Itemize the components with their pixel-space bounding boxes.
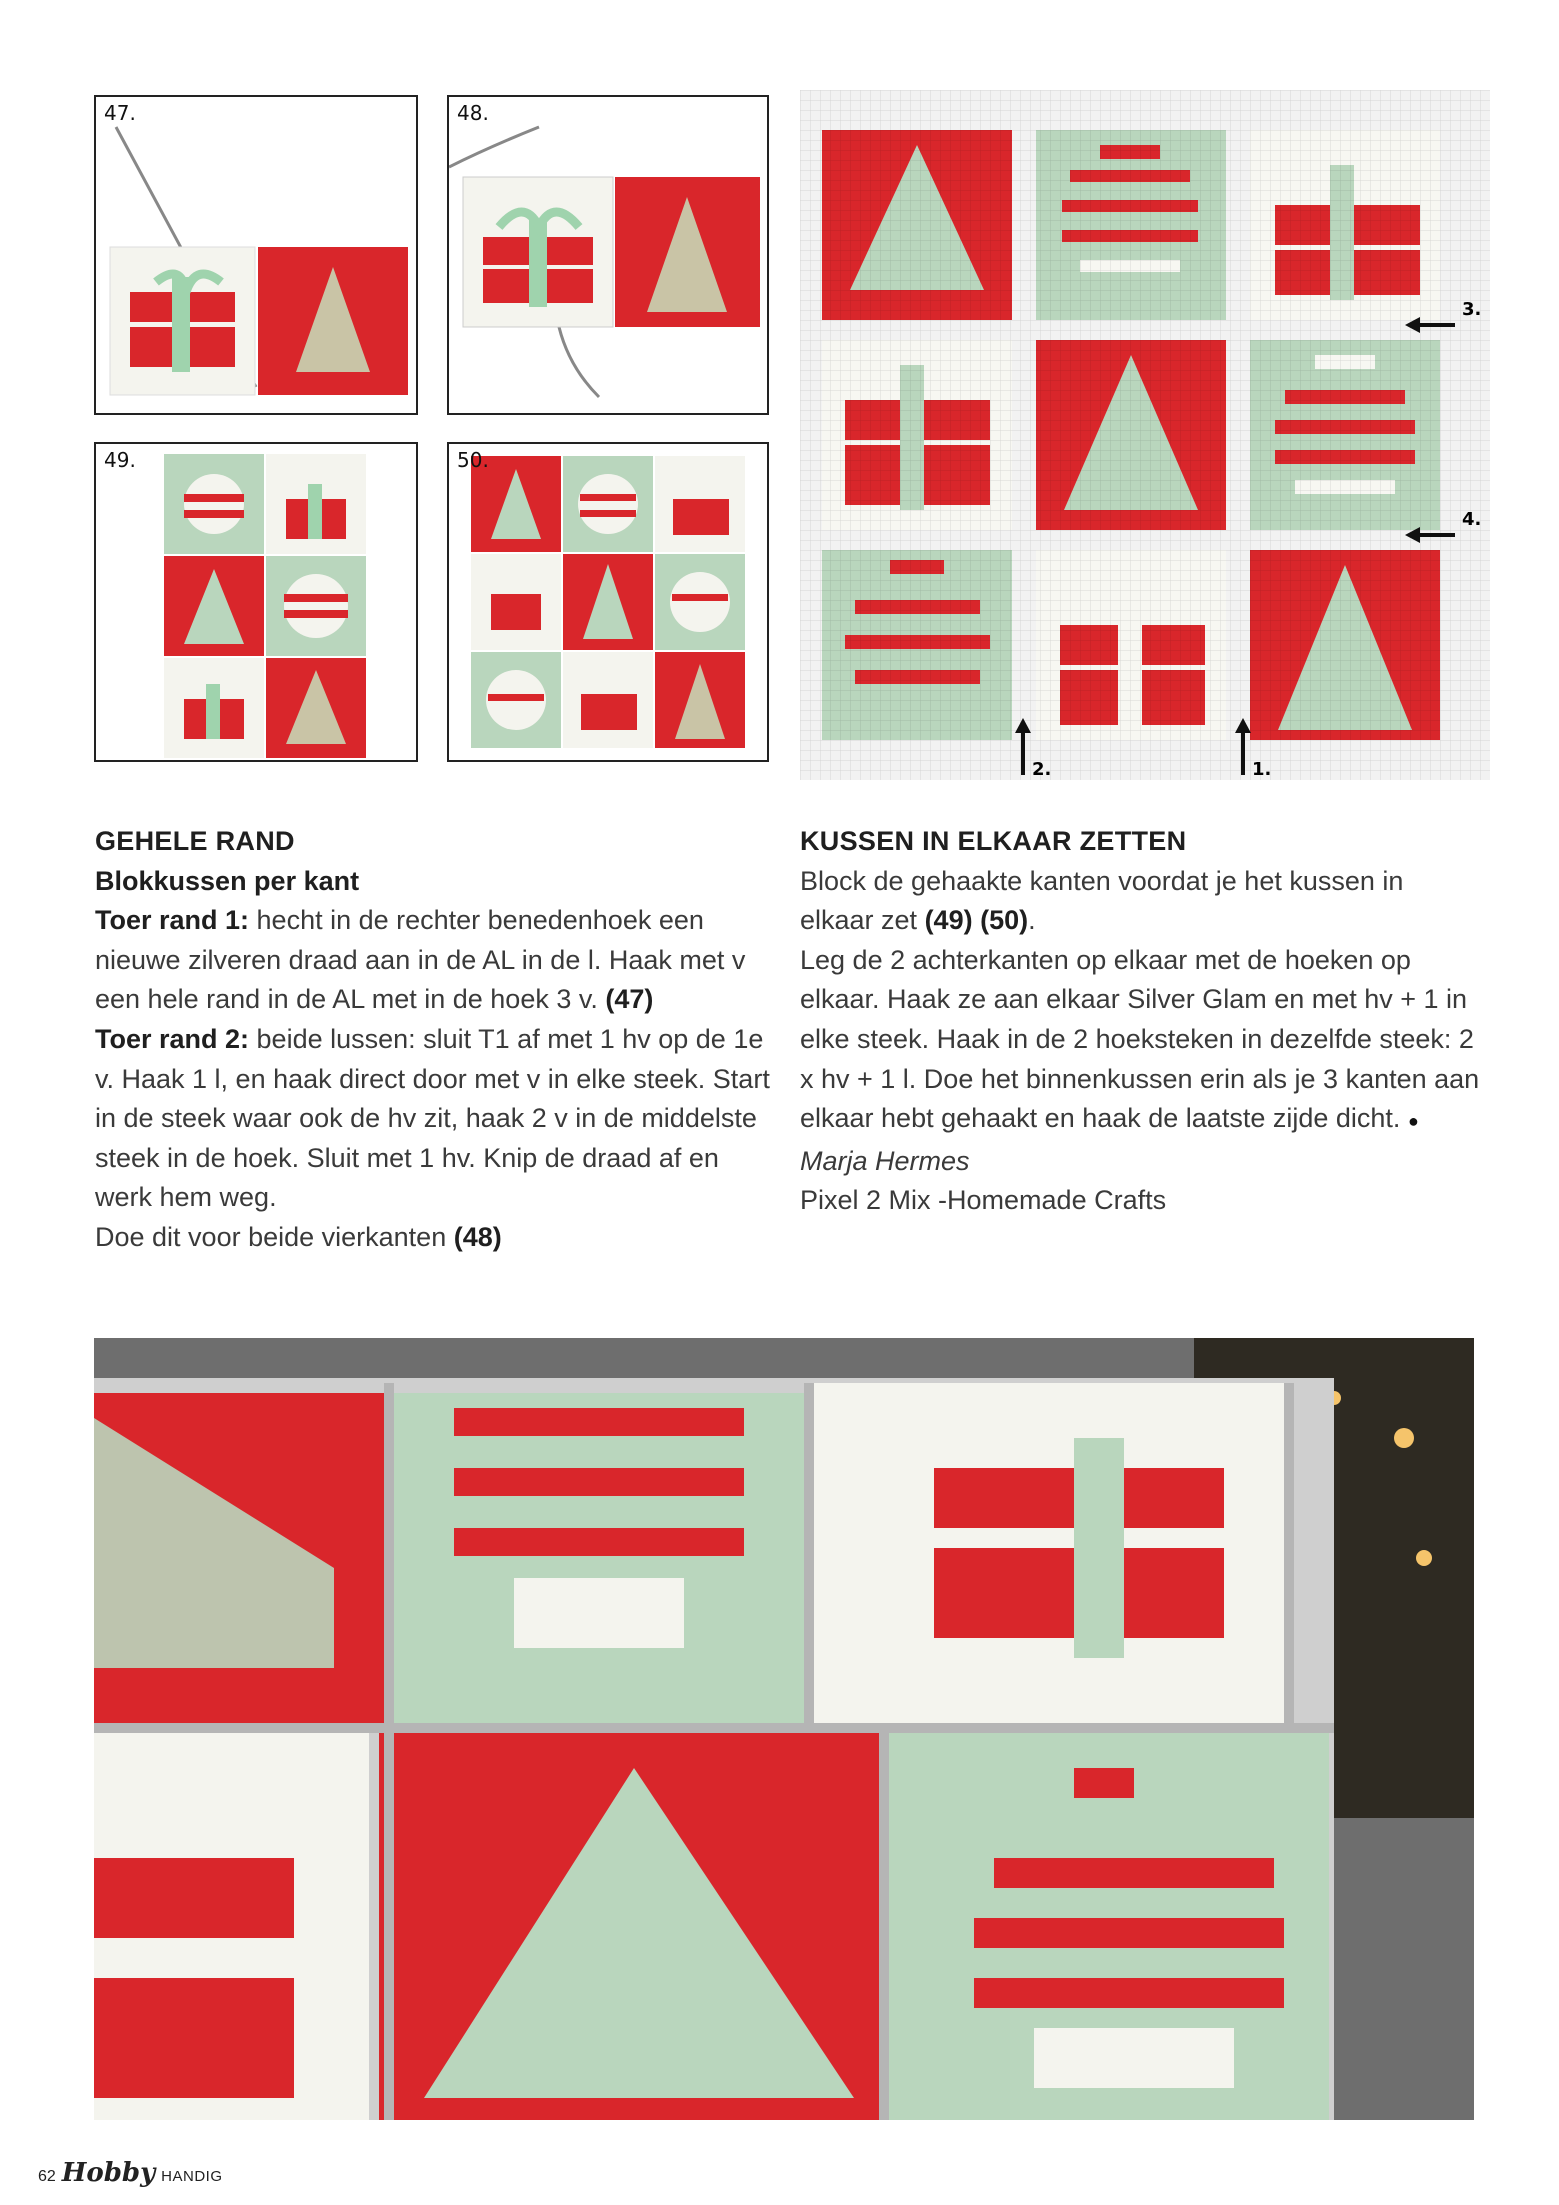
page-number: 62 bbox=[38, 2168, 56, 2185]
step-label: Toer rand 1: bbox=[95, 905, 250, 936]
figure-ref: (48) bbox=[453, 1221, 502, 1252]
photo-number: 47. bbox=[104, 101, 136, 125]
photo-number: 48. bbox=[457, 101, 489, 125]
figure-ref: (49) (50) bbox=[924, 905, 1029, 936]
instruction-paragraph bbox=[95, 901, 775, 1020]
step-text: Leg de 2 achterkanten op elkaar met de hoeken op elkaar. Haak ze aan elkaar Silver Glam en met hv + 1 in elke steek. Haak in de 2 hoeksteken in dezelfde steek: 2 x hv + 1 l. Doe het binnenkussen erin als je 3 kanten aan elkaar hebt gehaakt en haak de laatste zijde dicht. bbox=[800, 944, 1480, 1134]
photo-step-50 bbox=[447, 442, 769, 762]
end-bullet: ● bbox=[1407, 1111, 1419, 1132]
right-column bbox=[800, 822, 1480, 1221]
photo-number: 50. bbox=[457, 448, 489, 472]
source: Pixel 2 Mix -Homemade Crafts bbox=[800, 1185, 1167, 1216]
crochet-squares-image bbox=[96, 97, 416, 413]
crochet-grid-image bbox=[96, 444, 416, 760]
section-heading: GEHELE RAND bbox=[95, 826, 295, 856]
instruction-paragraph bbox=[95, 1020, 775, 1218]
crochet-squares-image bbox=[449, 97, 767, 413]
instruction-paragraph bbox=[800, 941, 1480, 1142]
brand-logo-caps: HANDIG bbox=[161, 2168, 223, 2185]
step-text-end: . bbox=[1028, 905, 1036, 936]
arrow-label: 2. bbox=[1032, 759, 1052, 780]
step-text: Doe dit voor beide vierkanten bbox=[95, 1221, 454, 1252]
figure-ref: (47) bbox=[605, 984, 654, 1015]
page-footer bbox=[38, 2158, 223, 2188]
crochet-grid-image bbox=[449, 444, 767, 760]
section-heading: KUSSEN IN ELKAAR ZETTEN bbox=[800, 826, 1187, 856]
author: Marja Hermes bbox=[800, 1145, 970, 1176]
arrow-label: 1. bbox=[1252, 759, 1272, 780]
finished-pillow-photo bbox=[94, 1338, 1474, 2120]
instruction-paragraph bbox=[800, 862, 1480, 941]
arrow-label: 3. bbox=[1462, 299, 1482, 320]
photo-step-49 bbox=[94, 442, 418, 762]
step-text: hecht in de rechter benedenhoek een nieuwe zilveren draad aan in de AL in de l. Haak met v een hele rand in de AL met in de hoek 3 v. bbox=[95, 905, 746, 1015]
left-column bbox=[95, 822, 775, 1258]
pixel-chart bbox=[800, 90, 1490, 780]
photo-step-48 bbox=[447, 95, 769, 415]
step-text: beide lussen: sluit T1 af met 1 hv op de 1e v. Haak 1 l, en haak direct door met v in elke steek. Start in de steek waar ook de hv zit, haak 2 v in de middelste steek in de hoek. Sluit met 1 hv. Knip de draad af en werk hem weg. bbox=[95, 1023, 770, 1213]
step-label: Toer rand 2: bbox=[95, 1023, 250, 1054]
instruction-paragraph bbox=[95, 1218, 775, 1258]
arrow-label: 4. bbox=[1462, 509, 1482, 530]
subheading: Blokkussen per kant bbox=[95, 865, 360, 896]
step-text: Block de gehaakte kanten voordat je het kussen in elkaar zet bbox=[800, 865, 1404, 936]
photo-step-47 bbox=[94, 95, 418, 415]
brand-logo-script: Hobby bbox=[61, 2158, 156, 2188]
photo-number: 49. bbox=[104, 448, 136, 472]
